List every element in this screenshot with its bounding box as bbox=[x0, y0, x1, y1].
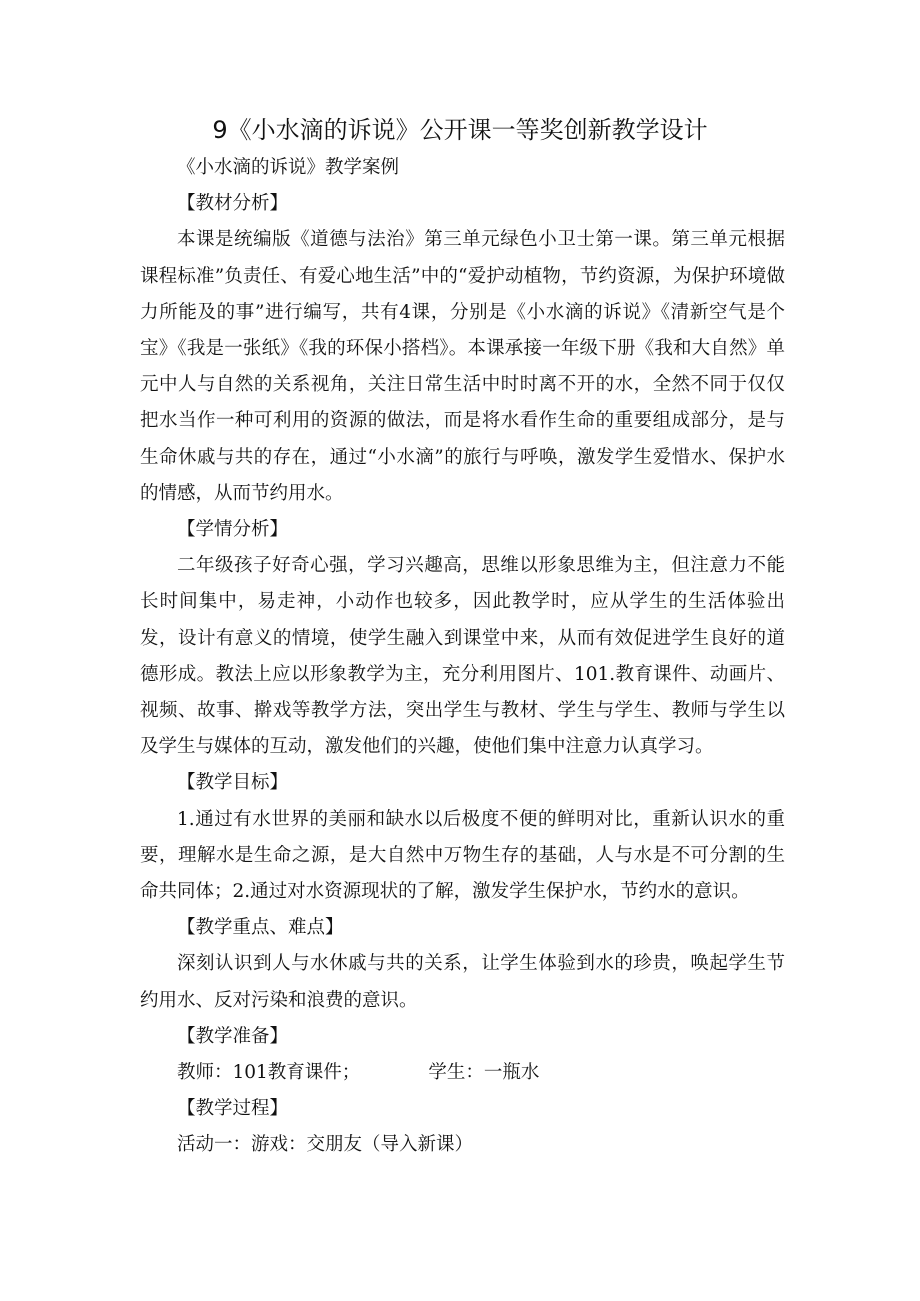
section-heading: 【教学目标】 bbox=[177, 772, 289, 794]
student-preparation: 学生：一瓶水 bbox=[428, 1061, 540, 1083]
preparation-line bbox=[140, 1055, 785, 1091]
section-heading: 【教材分析】 bbox=[177, 193, 289, 215]
section-paragraph: 1.通过有水世界的美丽和缺水以后极度不便的鲜明对比，重新认识水的重要，理解水是生命之源，是大自然中万物生存的基础，人与水是不可分割的生命共同体；2.通过对水资源现状的了解，激发学生保护水，节约水的意识。 bbox=[140, 808, 785, 902]
section-heading: 【学情分析】 bbox=[177, 519, 289, 540]
document-body bbox=[140, 150, 785, 1164]
section-heading: 【教学准备】 bbox=[177, 1025, 289, 1047]
section-paragraph: 本课是统编版《道德与法治》第三单元绿色小卫士第一课。第三单元根据课程标准”负责任、有爱心地生活”中的“爱护动植物，节约资源，为保护环境做力所能及的事”进行编写，共有4课，分别是《小水滴的诉说》《清新空气是个宝》《我是一张纸》《我的环保小搭档》。本课承接一年级下册《我和大自然》单元中人与自然的关系视角，关注日常生活中时时离不开的水，全然不同于仅仅把水当作一种可利用的资源的做法，而是将水看作生命的重要组成部分，是与生命休戚与共的存在，通过“小水滴”的旅行与呼唤，激发学生爱惜水、保护水的情感，从而节约用水。 bbox=[140, 229, 785, 504]
teacher-preparation: 教师：101教育课件； bbox=[177, 1061, 361, 1083]
section-paragraph: 二年级孩子好奇心强，学习兴趣高，思维以形象思维为主，但注意力不能长时间集中，易走神，小动作也较多，因此教学时，应从学生的生活体验出发，设计有意义的情境，使学生融入到课堂中来，从而有效促进学生良好的道德形成。教法上应以形象教学为主，充分利用图片、101.教育课件、动画片、视频、故事、擀戏等教学方法，突出学生与教材、学生与学生、教师与学生以及学生与媒体的互动，激发他们的兴趣，使他们集中注意力认真学习。 bbox=[140, 555, 785, 758]
document-title: 9《小水滴的诉说》公开课一等奖创新教学设计 bbox=[212, 116, 708, 144]
section-heading: 【教学过程】 bbox=[177, 1098, 289, 1120]
activity-line: 活动一：游戏：交朋友（导入新课） bbox=[177, 1134, 474, 1156]
document-subtitle: 《小水滴的诉说》教学案例 bbox=[177, 157, 400, 178]
section-heading: 【教学重点、难点】 bbox=[177, 917, 344, 939]
section-paragraph: 深刻认识到人与水休戚与共的关系，让学生体验到水的珍贵，唤起学生节约用水、反对污染和浪费的意识。 bbox=[140, 953, 785, 1011]
